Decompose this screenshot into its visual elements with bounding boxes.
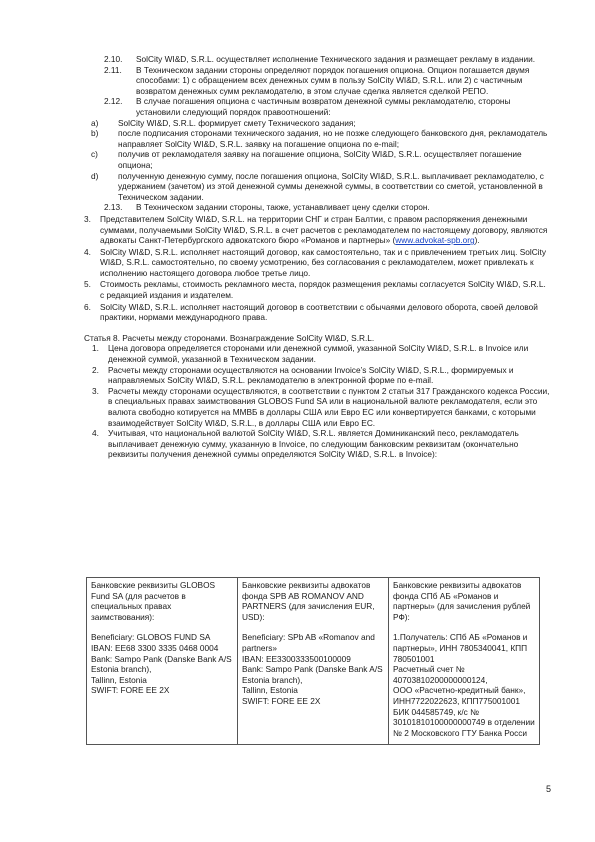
bank-line: IBAN: EE68 3300 3335 0468 0004: [91, 642, 219, 653]
item-number: 1.: [92, 343, 99, 354]
clause-text: Стоимость рекламы, стоимость рекламного места, порядок размещения рекламы согласуется SolCity WI&D, S.R.L. с редакцией издания и издателем.: [100, 279, 546, 301]
bank-cell-heading: Банковские реквизиты GLOBOS Fund SA (для расчетов в специальных правах заимствования):: [91, 580, 216, 622]
subitem-label: b): [91, 128, 99, 139]
item-text: Расчеты между сторонами осуществляются на основании Invoice’s SolCity WI&D, S.R.L., формируемых и направляемых SolCity WI&D, S.R.L. рекламодателю в электронной форме по e-mail.: [108, 364, 514, 386]
clause-text: SolCity WI&D, S.R.L. исполняет настоящий договор в соответствии с обычаями делового оборота, своей деловой практики, нормами международного права.: [100, 301, 538, 323]
bank-line: Tallinn, Estonia: [91, 674, 147, 685]
item-text: Учитывая, что национальной валютой SolCity WI&D, S.R.L. является Доминиканский песо, рекламодатель выплачивает денежную сумму, указанную в Invoice, по следующим банковским реквизитам (окончательно реквизиты получения денежной суммы определяются SolCity WI&D, S.R.L. в Invoice):: [108, 428, 519, 460]
clause-2-11: [84, 65, 552, 97]
clause-2-13: [84, 202, 552, 213]
bank-line: SWIFT: FORE EE 2X: [91, 685, 170, 696]
bank-cell-spb-eur-usd: [238, 578, 389, 745]
clause-text-body: Представителем SolCity WI&D, S.R.L. на территории СНГ и стран Балтии, с правом распоряжения денежными суммами, получаемыми SolCity WI&D, S.R.L. в счет расчетов с рекламодателем по настоящему договору, являются адвокаты Санкт-Петербургского адвокатского бюро «Романов и партнеры» (: [100, 213, 548, 246]
bank-cell-globos: [87, 578, 238, 745]
bank-cell-heading: Банковские реквизиты адвокатов фонда СПб АБ «Романов и партнеры» (для зачисления рублей РФ):: [393, 580, 531, 622]
clause-6: [84, 302, 552, 323]
clause-number: 4.: [84, 246, 91, 257]
clause-text: [100, 214, 552, 246]
bank-cell-spb-rub: [389, 578, 540, 745]
item-text: Расчеты между сторонами осуществляются, в соответствии с пунктом 2 статьи 317 Гражданского кодекса России, в специальных правах заимствования GLOBOS Fund SA или в национальной валюте рекламодателя, если это валюта свободно котируется на ММВБ в доллары США или Евро ЕС или конвертируется банками, с которыми взаимодействует SolCity WI&D, S.R.L., в доллары США или Евро ЕС.: [108, 385, 550, 428]
item-number: 2.: [92, 364, 99, 375]
article-8-title: Статья 8. Расчеты между сторонами. Вознаграждение SolCity WI&D, S.R.L.: [84, 332, 375, 343]
clause-number: 3.: [84, 213, 91, 224]
article-8-item-1: [84, 343, 552, 364]
bank-line: Bank: Sampo Pank (Danske Bank A/S Estonia branch),: [91, 653, 232, 675]
bank-line: Tallinn, Estonia: [242, 685, 298, 696]
bank-line: Расчетный счет № 40703810200000000124,: [393, 664, 488, 685]
article-8-item-3: [84, 386, 552, 428]
clause-number: 2.10.: [104, 54, 123, 64]
item-text: Цена договора определяется сторонами или денежной суммой, указанной SolCity WI&D, S.R.L. в Invoice или денежной суммой, указанной в Техническом задании.: [108, 343, 529, 365]
table-row: [87, 578, 540, 745]
clause-4: [84, 247, 552, 279]
bank-line: SWIFT: FORE EE 2X: [242, 695, 321, 706]
clause-text-tail: ).: [474, 235, 480, 246]
item-number: 4.: [92, 428, 99, 439]
bank-line: ООО «Расчетно-кредитный банк», ИНН7722022623, КПП775001001 БИК 044585749, к/с № 30101810100000000749 в отделении № 2 Московского ГТУ Банка Росси: [393, 685, 535, 738]
subitem-d: [84, 171, 552, 203]
clause-number: 6.: [84, 301, 91, 312]
advokat-website-link[interactable]: www.advokat-spb.org: [395, 235, 475, 246]
subitem-label: c): [91, 149, 98, 160]
clause-3: [84, 214, 552, 246]
subitem-label: a): [91, 117, 99, 128]
subitem-text: полученную денежную сумму, после погашения опциона, SolCity WI&D, S.R.L. выплачивает рекламодателю, с удержанием (зачетом) из этой денежной суммы денежной суммы, в соответствии со сметой, установленной в Техническом задании.: [118, 170, 544, 202]
bank-line: Beneficiary: SPb AB «Romanov and partners»: [242, 632, 375, 653]
bank-cell-heading: Банковские реквизиты адвокатов фонда SPB AB ROMANOV AND PARTNERS (для зачисления EUR, USD):: [242, 580, 375, 622]
bank-line: 1.Получатель: СПб АБ «Романов и партнеры», ИНН 7805340041, КПП 780501001: [393, 632, 528, 664]
subitem-b: [84, 128, 552, 149]
clause-text: В Техническом задании стороны, также, устанавливает цену сделки сторон.: [136, 202, 430, 213]
bank-line: Beneficiary: GLOBOS FUND SA: [91, 632, 211, 643]
article-8-item-4: [84, 428, 552, 460]
subitem-label: d): [91, 170, 99, 181]
clause-5: [84, 279, 552, 300]
clause-2-12: [84, 96, 552, 117]
clause-number: 2.13.: [104, 202, 123, 213]
bank-line: IBAN: EE330033350010000​9: [242, 653, 351, 664]
page-number: 5: [545, 784, 551, 794]
clause-number: 2.11.: [104, 64, 122, 75]
clause-text: В Техническом задании стороны определяют порядок погашения опциона. Опцион погашается двумя способами: 1) с обращением всех денежных сумм в пользу SolCity WI&D, S.R.L. или 2) с частичным возвратом денежных сумм рекламодателю, в этом случае сделка является сделкой РЕПО.: [136, 64, 530, 96]
clause-text: SolCity WI&D, S.R.L. осуществляет исполнение Технического задания и размещает рекламу в издании.: [136, 54, 536, 64]
subitem-a: [84, 118, 552, 129]
subitem-text: SolCity WI&D, S.R.L. формирует смету Технического задания;: [118, 117, 356, 128]
subitem-c: [84, 149, 552, 170]
article-8-item-2: [84, 365, 552, 386]
clause-text: В случае погашения опциона с частичным возвратом денежной суммы рекламодателю, стороны установили следующий порядок правоотношений:: [136, 96, 511, 117]
clause-number: 2.12.: [104, 96, 123, 107]
clause-number: 5.: [84, 279, 91, 290]
subitem-text: получив от рекламодателя заявку на погашение опциона, SolCity WI&D, S.R.L. осуществляет погашение опциона;: [118, 149, 522, 170]
bank-details-table: [86, 577, 540, 745]
item-number: 3.: [92, 385, 99, 396]
subitem-text: после подписания сторонами технического задания, но не позже следующего банковского дня, рекламодатель направляет SolCity WI&D, S.R.L. заявку на погашение опциона по e-mail;: [118, 128, 548, 149]
document-body: [84, 54, 552, 460]
bank-line: Bank: Sampo Pank (Danske Bank A/S Estonia branch),: [242, 664, 383, 685]
clause-2-10: [84, 54, 552, 65]
spacer: [84, 323, 552, 333]
clause-text: SolCity WI&D, S.R.L. исполняет настоящий договор, как самостоятельно, так и с привлечением третьих лиц. SolCity WI&D, S.R.L. самостоятельно, по своему усмотрению, без согласования с рекламодателем, может привлекать к исполнению настоящего договора любое третье лицо.: [100, 246, 546, 278]
